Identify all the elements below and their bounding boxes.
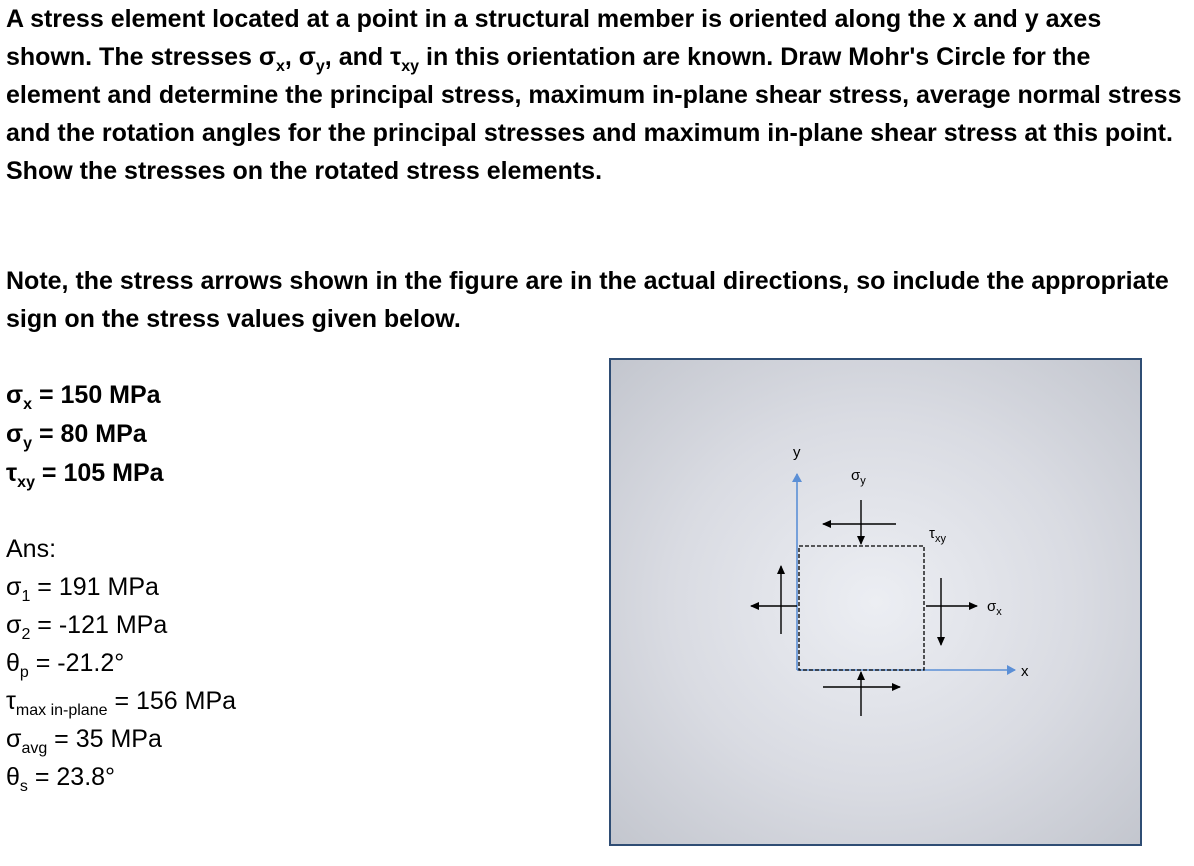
stress-element-square (799, 546, 924, 670)
answer-tau-max (6, 682, 236, 720)
symbol: σ (6, 573, 22, 601)
sigma-x-label: $\sigma_x$ (987, 598, 1002, 618)
value: = -21.2° (28, 649, 125, 677)
subscript: max in-plane (15, 702, 108, 719)
symbol: σ (6, 611, 22, 639)
answer-theta-s (6, 758, 236, 796)
symbol: θ (6, 763, 20, 791)
subscript: x (23, 396, 33, 413)
subscript: s (19, 778, 28, 795)
answer-theta-p (6, 644, 236, 682)
value: = 191 MPa (30, 573, 159, 601)
value: = 80 MPa (32, 420, 147, 448)
subscript: y (315, 58, 325, 75)
answer-sigma-1 (6, 568, 236, 606)
problem-text: , σ (284, 43, 316, 71)
problem-text: A stress element located at a point in a structural member is oriented along the x and y axes shown. The stresses (6, 5, 1102, 71)
subscript: y (23, 435, 33, 452)
given-sigma-y (6, 415, 164, 454)
problem-text: in this orientation are known. Draw Mohr's Circle for the element and determine the principal stress, maximum in-plane shear stress, average normal stress and the rotation angles for the principal stresses and maximum in-plane shear stress at this point. Show the stresses on the rotated stress elements. (6, 43, 1182, 185)
answers-heading: Ans: (6, 535, 57, 563)
subscript: avg (21, 740, 48, 757)
given-sigma-x (6, 376, 164, 415)
value: = -121 MPa (30, 611, 168, 639)
subscript: xy (17, 474, 35, 491)
problem-text: , and τ (324, 43, 402, 71)
subscript: x (275, 58, 285, 75)
symbol: σ (6, 420, 24, 448)
problem-statement (6, 0, 1186, 190)
symbol: τ (6, 687, 16, 715)
given-tau-xy (6, 454, 164, 493)
sigma-y-label: $\sigma_y$ (851, 467, 866, 487)
symbol: σ (6, 725, 22, 753)
value: = 105 MPa (34, 459, 164, 487)
stress-element-figure (609, 358, 1142, 846)
value: = 23.8° (27, 763, 116, 791)
symbol: σ (6, 381, 24, 409)
sigma-symbol: σ (258, 43, 276, 71)
answer-sigma-2 (6, 606, 236, 644)
subscript: xy (401, 58, 420, 75)
stress-element-diagram (611, 360, 1144, 848)
subscript: 1 (21, 588, 31, 605)
given-values (6, 376, 164, 493)
value: = 156 MPa (107, 687, 237, 715)
symbol: τ (6, 459, 18, 487)
answer-sigma-avg (6, 720, 236, 758)
symbol: θ (6, 649, 20, 677)
tau-xy-label: $\tau_{xy}$ (929, 525, 946, 545)
answers (6, 530, 236, 796)
subscript: p (19, 664, 29, 681)
note-text: Note, the stress arrows shown in the figure are in the actual directions, so include the appropriate sign on the stress values given below. (6, 267, 1169, 333)
x-axis-label: x (1021, 663, 1029, 680)
value: = 35 MPa (47, 725, 162, 753)
subscript: 2 (21, 626, 31, 643)
y-axis-label: y (793, 444, 801, 461)
value: = 150 MPa (32, 381, 161, 409)
